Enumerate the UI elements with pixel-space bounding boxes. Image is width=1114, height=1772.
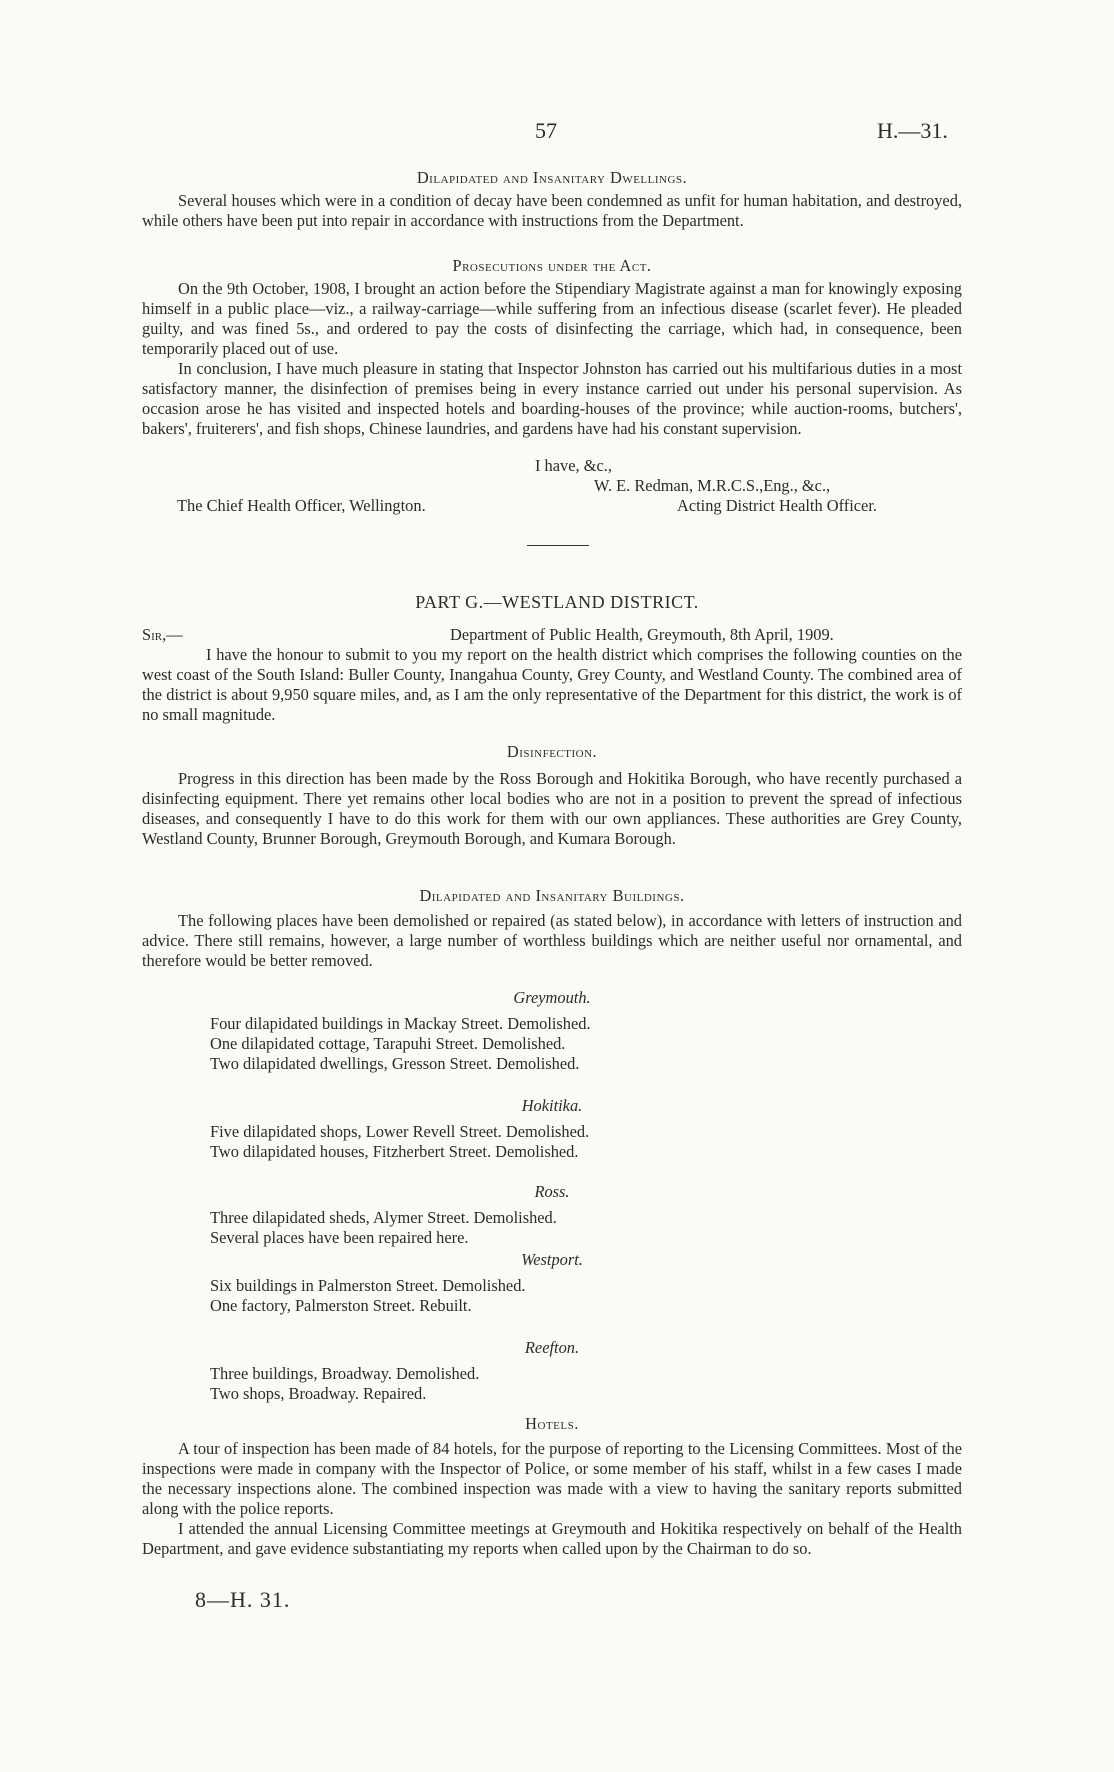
section-buildings: [142, 886, 962, 971]
list-item: Four dilapidated buildings in Mackay Street. Demolished.: [210, 1014, 591, 1033]
signatory: W. E. Redman, M.R.C.S.,Eng., &c.,: [594, 476, 831, 495]
greymouth-block: [142, 988, 962, 1074]
divider: [527, 545, 589, 546]
section-hotels: [142, 1414, 962, 1559]
section-heading: Hotels.: [525, 1414, 579, 1433]
place-name: Hokitika.: [521, 1096, 583, 1115]
document-reference: H.—31.: [877, 118, 948, 143]
paragraph: I have the honour to submit to you my report on the health district which comprises the following counties on the west coast of the South Island: Buller County, Inangahua County, Grey County, and Westland County. The combined area of the district is about 9,950 square miles, and, as I am the only representative of the Department for this district, the work is of no small magnitude.: [142, 645, 962, 724]
list-item: Two dilapidated dwellings, Gresson Street. Demolished.: [210, 1054, 580, 1073]
closing: I have, &c.,: [535, 456, 612, 475]
westport-block: [142, 1250, 962, 1316]
list-item: Several places have been repaired here.: [210, 1228, 469, 1247]
section-heading: Dilapidated and Insanitary Dwellings.: [416, 168, 688, 187]
list-item: Five dilapidated shops, Lower Revell Street. Demolished.: [210, 1122, 590, 1141]
signatory-title: Acting District Health Officer.: [677, 496, 877, 515]
list-item: One dilapidated cottage, Tarapuhi Street. Demolished.: [210, 1034, 566, 1053]
section-heading: Disinfection.: [506, 742, 598, 761]
page-number: 57: [535, 118, 557, 143]
list-item: Two dilapidated houses, Fitzherbert Street. Demolished.: [210, 1142, 579, 1161]
ross-block: [142, 1182, 962, 1248]
dateline: Department of Public Health, Greymouth, 8th April, 1909.: [450, 625, 834, 644]
section-prosecutions: [142, 256, 962, 439]
paragraph: On the 9th October, 1908, I brought an action before the Stipendiary Magistrate against a man for knowingly exposing himself in a public place—viz., a railway-carriage—while suffering from an infectious disease (scarlet fever). He pleaded guilty, and was fined 5s., and ordered to pay the costs of disinfecting the carriage, which had, in consequence, been temporarily placed out of use.: [142, 279, 962, 358]
paragraph: I attended the annual Licensing Committee meetings at Greymouth and Hokitika respectively on behalf of the Health Department, and gave evidence substantiating my reports when called upon by the Chairman to do so.: [142, 1519, 962, 1558]
salutation: Sir,—: [142, 625, 183, 644]
section-dwellings: [142, 168, 962, 231]
paragraph: The following places have been demolished or repaired (as stated below), in accordance with letters of instruction and advice. There still remains, however, a large number of worthless buildings which are neither useful nor ornamental, and therefore would be better removed.: [142, 911, 962, 970]
place-name: Greymouth.: [513, 988, 591, 1007]
place-name: Westport.: [521, 1250, 583, 1269]
addressee: The Chief Health Officer, Wellington.: [177, 496, 426, 515]
list-item: Six buildings in Palmerston Street. Demolished.: [210, 1276, 526, 1295]
paragraph: In conclusion, I have much pleasure in stating that Inspector Johnston has carried out his multifarious duties in a most satisfactory manner, the disinfection of premises being in every instance carried out under his personal supervision. As occasion arose he has visited and inspected hotels and boarding-houses of the province; while auction-rooms, butchers', bakers', fruiterers', and fish shops, Chinese laundries, and gardens have had his constant supervision.: [142, 359, 962, 438]
section-heading: Dilapidated and Insanitary Buildings.: [419, 886, 685, 905]
reefton-block: [142, 1338, 962, 1404]
part-title: PART G.—WESTLAND DISTRICT.: [415, 592, 699, 612]
list-item: One factory, Palmerston Street. Rebuilt.: [210, 1296, 472, 1315]
place-name: Reefton.: [524, 1338, 580, 1357]
paragraph: Several houses which were in a condition of decay have been condemned as unfit for human habitation, and destroyed, while others have been put into repair in accordance with instructions from the Department.: [142, 191, 962, 230]
sheet-reference: 8—H. 31.: [195, 1587, 291, 1612]
paragraph: Progress in this direction has been made by the Ross Borough and Hokitika Borough, who have recently purchased a disinfecting equipment. There yet remains other local bodies who are not in a position to prevent the spread of infectious diseases, and consequently I have to do this work for them with our own appliances. These authorities are Grey County, Westland County, Brunner Borough, Greymouth Borough, and Kumara Borough.: [142, 769, 962, 848]
section-heading: Prosecutions under the Act.: [452, 256, 652, 275]
intro: [142, 645, 962, 725]
list-item: Two shops, Broadway. Repaired.: [210, 1384, 427, 1403]
list-item: Three dilapidated sheds, Alymer Street. Demolished.: [210, 1208, 557, 1227]
paragraph: A tour of inspection has been made of 84 hotels, for the purpose of reporting to the Licensing Committees. Most of the inspections were made in company with the Inspector of Police, or some member of his staff, whilst in a few cases I made the necessary inspections alone. The combined inspection was made with a view to having the sanitary reports submitted along with the police reports.: [142, 1439, 962, 1518]
list-item: Three buildings, Broadway. Demolished.: [210, 1364, 480, 1383]
page-header: [0, 118, 1114, 148]
section-disinfection: [142, 742, 962, 849]
place-name: Ross.: [534, 1182, 570, 1201]
hokitika-block: [142, 1096, 962, 1162]
